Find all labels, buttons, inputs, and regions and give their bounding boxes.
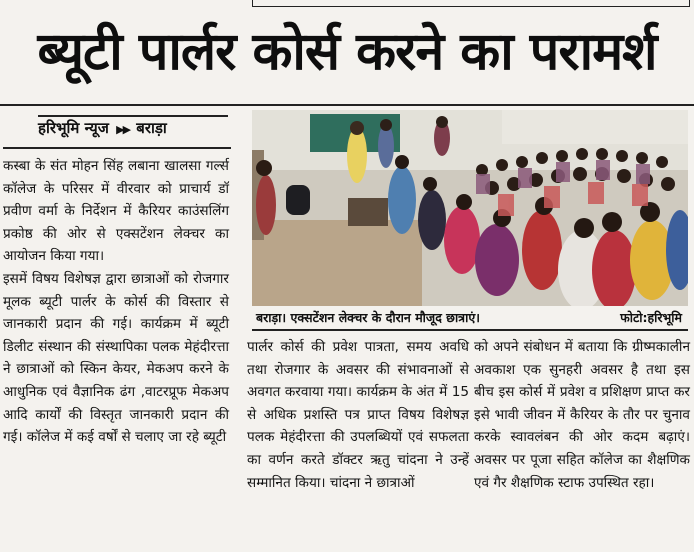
classroom-photo-illustration [252, 110, 688, 306]
byline-rule-top [38, 115, 228, 117]
top-border [0, 0, 694, 10]
byline-place: बराड़ा [136, 119, 167, 137]
byline-source: हरिभूमि न्यूज [38, 119, 109, 137]
caption-rule [252, 329, 688, 331]
headline-rule [0, 104, 694, 106]
headline: ब्यूटी पार्लर कोर्स करने का परामर्श [37, 22, 657, 82]
photo-credit: फोटो:हरिभूमि [620, 310, 682, 325]
article-column-1 [3, 155, 229, 449]
article-column-2 [247, 336, 469, 494]
previous-article-frame [252, 0, 690, 7]
photo-caption: बराड़ा। एक्सटेंशन लेक्चर के दौरान मौजूद छात्राएं। [256, 310, 480, 325]
event-photo [252, 110, 688, 306]
paragraph-4: को अपने संबोधन में बताया कि ग्रीष्मकालीन अवकाश एक सुनहरी अवसर है तथा इस बीच इस कोर्स में प्रवेश व प्रशिक्षण प्राप्त कर इसे भावी जीवन में कैरियर के तौर पर चुनाव करके स्वावलंबन की ओर कदम बढ़ाएं। अवसर पर पूजा सहित कॉलेज का शैक्षणिक एवं गैर शैक्षणिक स्टाफ उपस्थित रहा। [474, 339, 690, 491]
paragraph-3: पार्लर कोर्स की प्रवेश पात्रता, समय अवधि तथा रोजगार के अवसर की संभावनाओं से अवगत करवाया गया। कार्यक्रम के अंत में 15 से अधिक प्रशस्ति पत्र प्राप्त विषय विशेषज्ञ पलक मेहंदीरत्ता की उपलब्धियों एवं सफलता का वर्णन करते डॉक्टर ऋतु चांदना ने उन्हें सम्मानित किया। चांदना ने छात्राओं [247, 339, 469, 491]
article-column-3 [474, 336, 690, 494]
photo-caption-bar [252, 307, 688, 329]
byline-arrows-icon: ▶▶ [116, 123, 130, 136]
paragraph-2: इसमें विषय विशेषज्ञ द्वारा छात्राओं को रोजगार मूलक ब्यूटी पार्लर के कोर्स की विस्तार से जानकारी प्रदान की गई। कार्यक्रम में ब्यूटी डिलीट संस्थान की संस्थापिका पलक मेहंदीरत्ता ने छात्राओं को स्किन केयर, मेकअप करने के आधुनिक एवं वैज्ञानिक ढंग ,वाटरप्रूफ मेकअप आदि कार्यों की विस्तृत जानकारी प्रदान की गई। कॉलेज में कई वर्षों से चलाए जा रहे ब्यूटी [3, 270, 229, 446]
byline [38, 117, 238, 139]
paragraph-1: कस्बा के संत मोहन सिंह लबाना खालसा गर्ल्स कॉलेज के परिसर में वीरवार को प्राचार्य डॉ प्रवीण वर्मा के निर्देशन में कैरियर काउंसलिंग प्रकोष्ठ की ओर से एक्सटेंशन लेक्चर का आयोजन किया गया। [3, 158, 229, 265]
byline-rule-bottom [3, 147, 231, 149]
